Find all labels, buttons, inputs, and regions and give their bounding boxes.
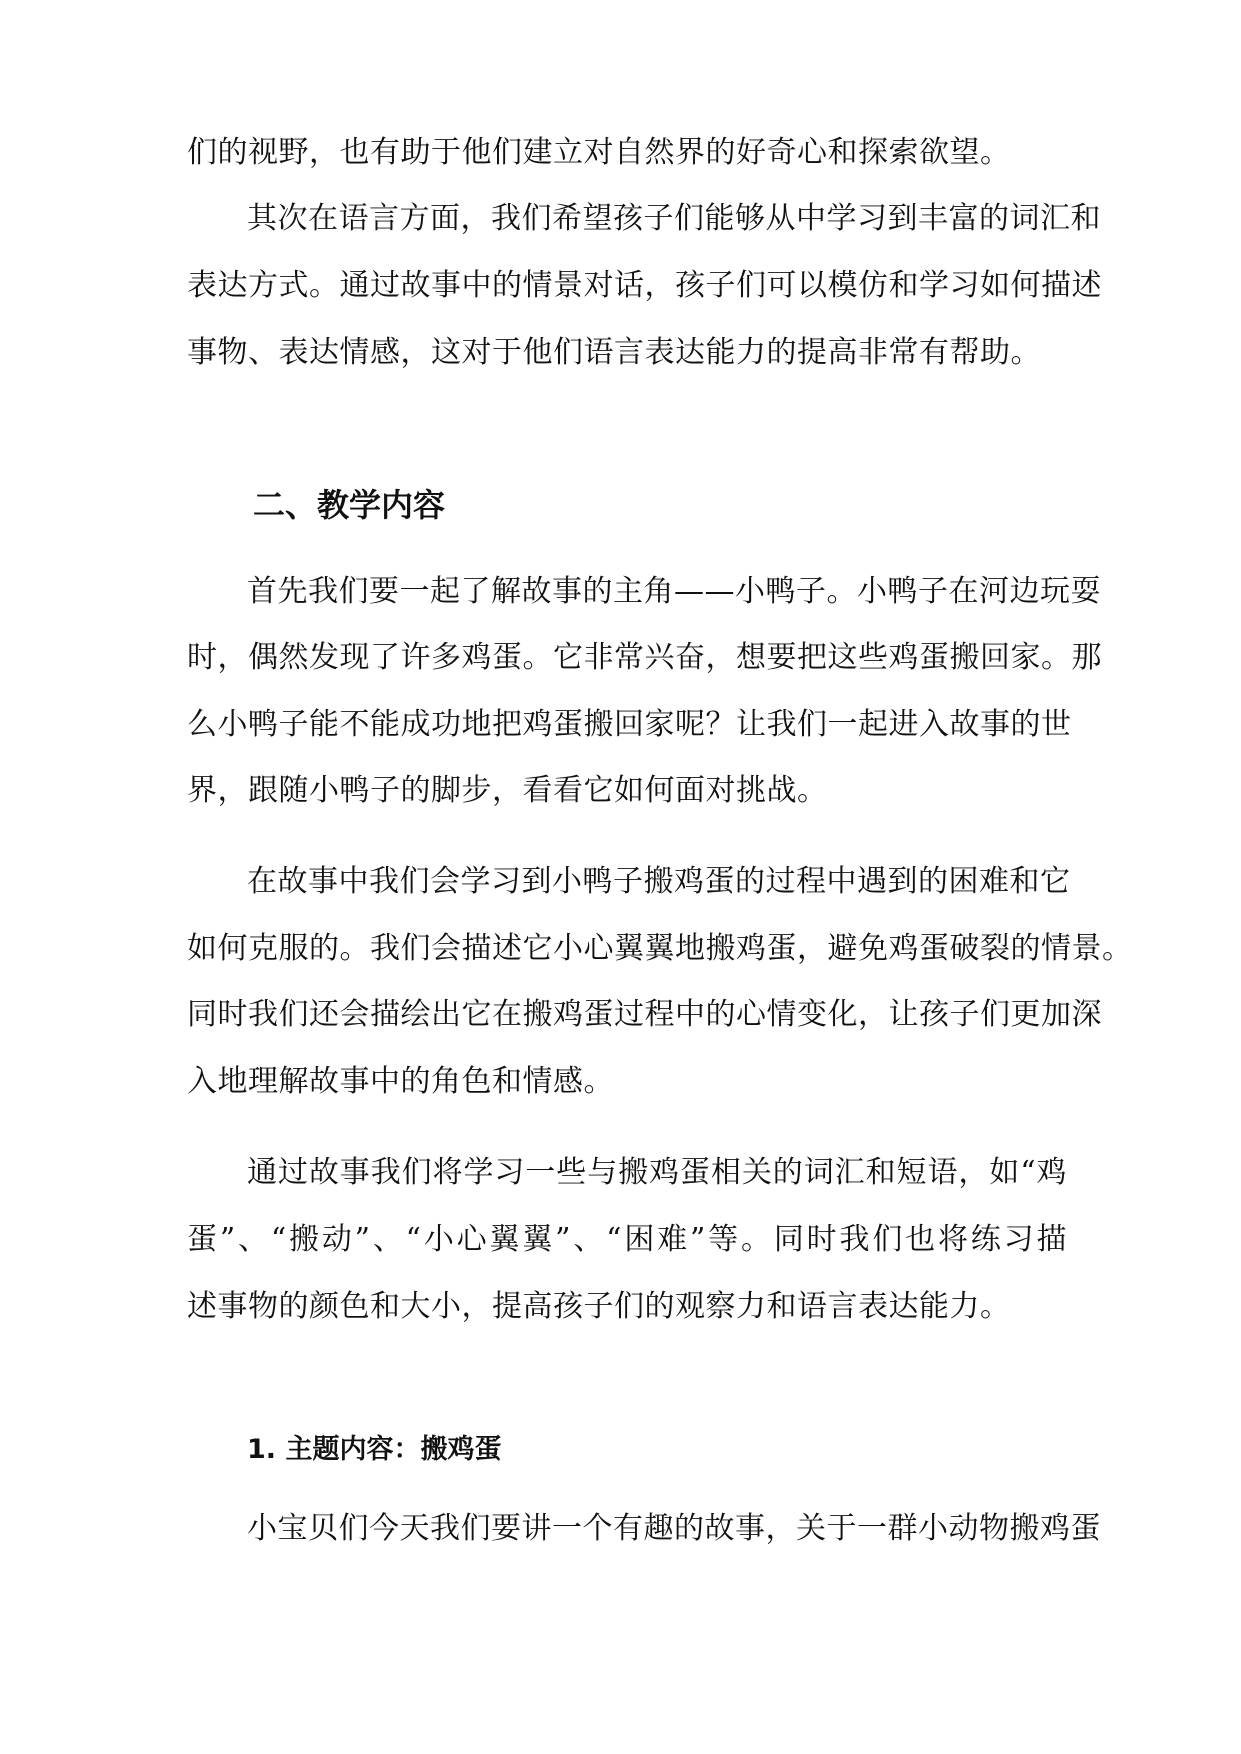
paragraph-line: 事物、表达情感，这对于他们语言表达能力的提高非常有帮助。	[187, 335, 1041, 370]
paragraph-line: 们的视野，也有助于他们建立对自然界的好奇心和探索欲望。	[187, 135, 1011, 170]
paragraph-line: 同时我们还会描绘出它在搬鸡蛋过程中的心情变化，让孩子们更加深	[187, 997, 1102, 1032]
paragraph-line: 通过故事我们将学习一些与搬鸡蛋相关的词汇和短语，如“鸡	[247, 1155, 1067, 1190]
paragraph-line: 在故事中我们会学习到小鸭子搬鸡蛋的过程中遇到的困难和它	[247, 864, 1071, 899]
paragraph-line: 表达方式。通过故事中的情景对话，孩子们可以模仿和学习如何描述	[187, 268, 1102, 303]
paragraph-line: 时，偶然发现了许多鸡蛋。它非常兴奋，想要把这些鸡蛋搬回家。那	[187, 640, 1102, 675]
paragraph-line: 界，跟随小鸭子的脚步，看看它如何面对挑战。	[187, 773, 828, 808]
section-heading: 二、教学内容	[253, 486, 446, 524]
subsection-heading: 1. 主题内容：搬鸡蛋	[247, 1434, 502, 1465]
paragraph-line: 述事物的颜色和大小，提高孩子们的观察力和语言表达能力。	[187, 1289, 1011, 1324]
paragraph-line: 如何克服的。我们会描述它小心翼翼地搬鸡蛋，避免鸡蛋破裂的情景。	[187, 931, 1133, 966]
paragraph-line: 其次在语言方面，我们希望孩子们能够从中学习到丰富的词汇和	[247, 201, 1101, 236]
paragraph-line: 蛋”、“搬动”、“小心翼翼”、“困难”等。同时我们也将练习描	[187, 1222, 1067, 1257]
paragraph-line: 小宝贝们今天我们要讲一个有趣的故事，关于一群小动物搬鸡蛋	[247, 1511, 1101, 1546]
paragraph-line: 么小鸭子能不能成功地把鸡蛋搬回家呢？让我们一起进入故事的世	[187, 707, 1072, 742]
paragraph-line: 入地理解故事中的角色和情感。	[187, 1064, 614, 1099]
paragraph-line: 首先我们要一起了解故事的主角——小鸭子。小鸭子在河边玩耍	[247, 574, 1101, 609]
